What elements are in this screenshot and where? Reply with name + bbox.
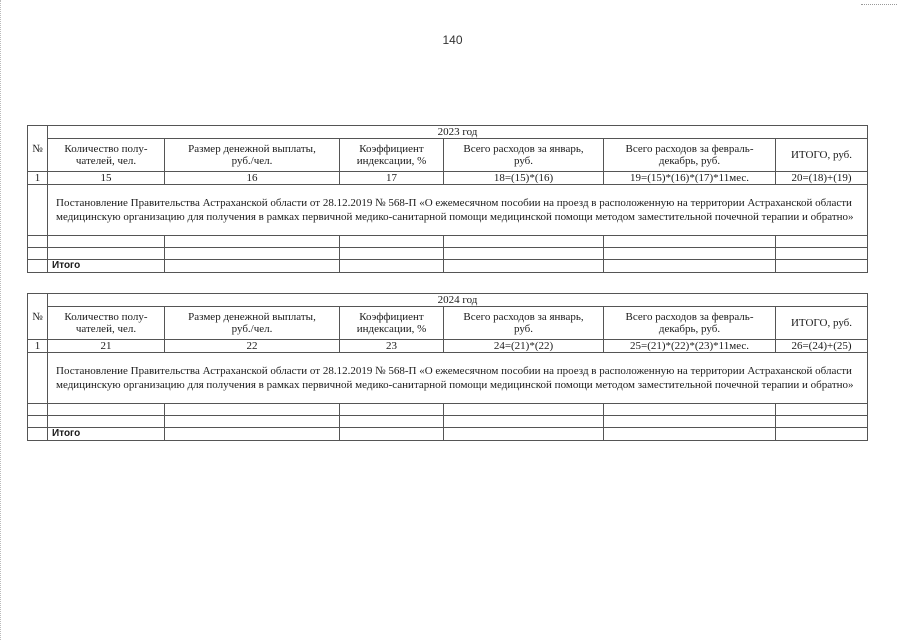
index-cell: 25=(21)*(22)*(23)*11мес. (604, 340, 776, 353)
table-row (28, 236, 868, 248)
index-cell: 1 (28, 340, 48, 353)
table-row (28, 416, 868, 428)
header-coefficient: Коэффициент индексации, % (340, 139, 444, 172)
header-number: № (28, 126, 48, 172)
header-total: ИТОГО, руб. (776, 307, 868, 340)
header-feb-dec: Всего расходов за февраль- декабрь, руб. (604, 139, 776, 172)
scan-edge (0, 0, 2, 640)
index-cell: 19=(15)*(16)*(17)*11мес. (604, 172, 776, 185)
index-cell: 16 (165, 172, 340, 185)
resolution-text: Постановление Правительства Астраханской области от 28.12.2019 № 568-П «О ежемесячном пособии на проезд в расположенную на территории Астраханской области медицинскую организацию для получения в рамках первичной медико-санитарной помощи медицинской помощи методом заместительной почечной терапии и обратно» (48, 353, 868, 404)
column-index-row (28, 340, 868, 353)
header-feb-dec: Всего расходов за февраль- декабрь, руб. (604, 307, 776, 340)
index-cell: 18=(15)*(16) (444, 172, 604, 185)
index-cell: 20=(18)+(19) (776, 172, 868, 185)
table-2023 (27, 125, 867, 273)
index-cell: 17 (340, 172, 444, 185)
index-cell: 15 (48, 172, 165, 185)
year-heading: 2024 год (48, 294, 868, 307)
column-index-row (28, 172, 868, 185)
header-number: № (28, 294, 48, 340)
index-cell: 26=(24)+(25) (776, 340, 868, 353)
total-row (28, 260, 868, 273)
header-total: ИТОГО, руб. (776, 139, 868, 172)
header-january: Всего расходов за январь, руб. (444, 307, 604, 340)
table-2024 (27, 293, 867, 441)
corner-mark (861, 4, 897, 5)
table-row (28, 248, 868, 260)
table-row (28, 404, 868, 416)
total-label: Итого (48, 428, 165, 441)
header-january: Всего расходов за январь, руб. (444, 139, 604, 172)
header-payment: Размер денежной выплаты, руб./чел. (165, 139, 340, 172)
year-heading: 2023 год (48, 126, 868, 139)
header-coefficient: Коэффициент индексации, % (340, 307, 444, 340)
index-cell: 1 (28, 172, 48, 185)
header-recipients: Количество полу- чателей, чел. (48, 139, 165, 172)
total-row (28, 428, 868, 441)
index-cell: 21 (48, 340, 165, 353)
index-cell: 22 (165, 340, 340, 353)
total-label: Итого (48, 260, 165, 273)
header-recipients: Количество полу- чателей, чел. (48, 307, 165, 340)
index-cell: 24=(21)*(22) (444, 340, 604, 353)
page-number: 140 (442, 33, 463, 47)
header-payment: Размер денежной выплаты, руб./чел. (165, 307, 340, 340)
index-cell: 23 (340, 340, 444, 353)
resolution-text: Постановление Правительства Астраханской области от 28.12.2019 № 568-П «О ежемесячном пособии на проезд в расположенную на территории Астраханской области медицинскую организацию для получения в рамках первичной медико-санитарной помощи медицинской помощи методом заместительной почечной терапии и обратно» (48, 185, 868, 236)
resolution-number-cell (28, 353, 48, 404)
resolution-number-cell (28, 185, 48, 236)
